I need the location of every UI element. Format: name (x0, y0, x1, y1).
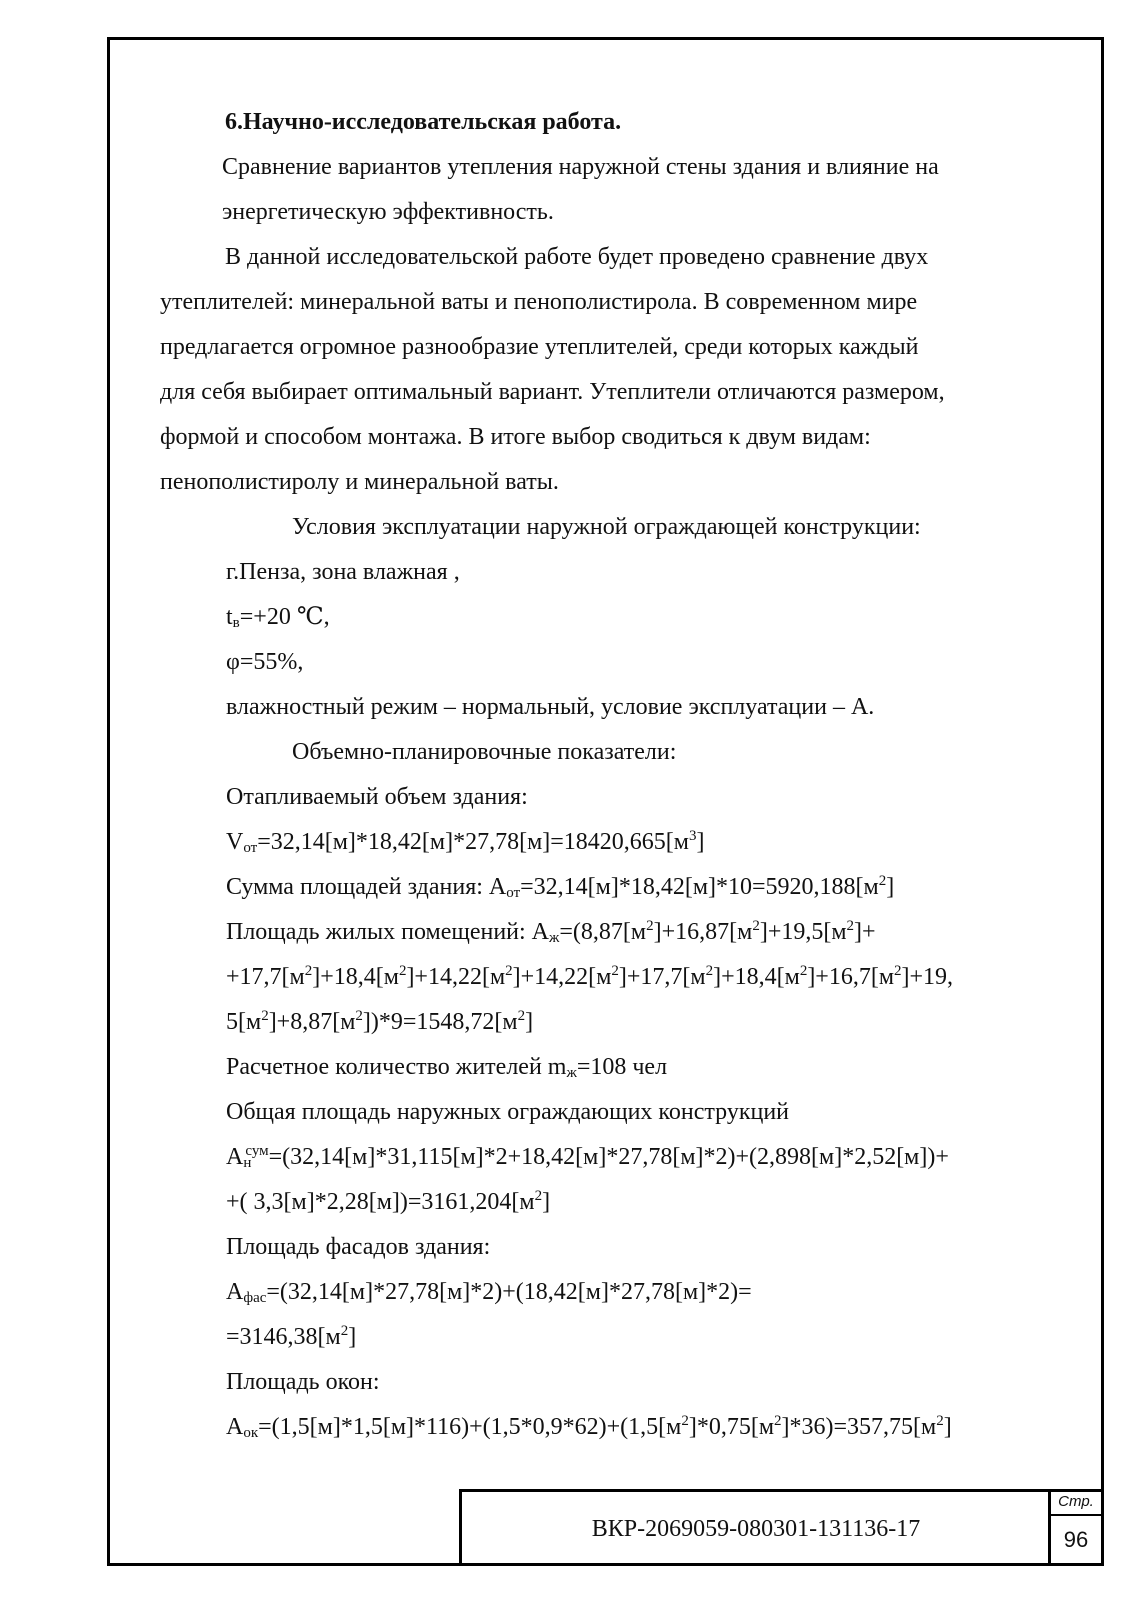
conditions-temperature: $t_в=+20$ ℃, (226, 604, 330, 631)
intro-line-1: В данной исследовательской работе будет проведено сравнение двух (225, 244, 929, 270)
conditions-mode: влажностный режим – нормальный, условие эксплуатации – А. (226, 694, 875, 720)
facade-line-2: $=3146,38[м^2]$ (226, 1323, 357, 1350)
intro-line-6: пенополистиролу и минеральной ваты. (160, 469, 559, 495)
area-sum-formula: Сумма площадей здания: $А_{от}=32,14[м]*18,42[м]*10=5920,188[м^2]$ (226, 873, 895, 901)
title-block-stamp (459, 1489, 1101, 1566)
facade-label: Площадь фасадов здания: (226, 1234, 491, 1260)
page-number-box (1048, 1489, 1101, 1566)
intro-line-2: утеплителей: минеральной ваты и пенополистирола. В современном мире (160, 289, 918, 315)
envelope-line-2: +( $3,3[м]*2,28[м])=3161,204[м^2]$ (226, 1188, 551, 1215)
volume-formula: $V_{от}=32,14[м]*18,42[м]*27,78[м]=18420,665[м^3]$ (226, 828, 705, 856)
windows-label: Площадь окон: (226, 1369, 380, 1395)
living-area-line-2: $+17,7[м^2]+18,4[м^2]+14,22[м^2]+14,22[м^2]+17,7[м^2]+18,4[м^2]+16,7[м^2]+19$, (226, 963, 954, 990)
document-code: ВКР-2069059-080301-131136-17 (591, 1515, 921, 1542)
subtitle-line-2: энергетическую эффективность. (222, 199, 554, 225)
windows-expr: $=(1,5[м]*1,5[м]*116)+(1,5*0,9*62)+(1,5[м^2]*0,75[м^2]*36)=357,75[м^2]$ (258, 1413, 952, 1440)
intro-line-4: для себя выбирает оптимальный вариант. Утеплители отличаются размером, (160, 379, 945, 405)
conditions-humidity: φ=55%, (226, 649, 304, 675)
indicators-title: Объемно-планировочные показатели: (292, 739, 677, 765)
conditions-title: Условия эксплуатации наружной ограждающей конструкции: (292, 514, 921, 540)
intro-line-5: формой и способом монтажа. В итоге выбор сводиться к двум видам: (160, 424, 871, 450)
page-number: 96 (1063, 1527, 1089, 1552)
envelope-line-1: $А_н^{сум}=(32,14[м]*31,115[м]*2+18,42[м]*27,78[м]*2)+(2,898[м]*2,52[м])+$ (226, 1143, 949, 1171)
conditions-city: г.Пенза, зона влажная , (226, 559, 460, 585)
section-heading: 6.Научно-исследовательская работа. (225, 109, 622, 135)
residents-line: Расчетное количество жителей $m_ж=108$ чел (226, 1054, 668, 1081)
subtitle-line-1: Сравнение вариантов утепления наружной стены здания и влияние на (222, 154, 939, 180)
living-area-line-3: $5[м^2]+8,87[м^2])*9=1548,72[м^2]$ (226, 1008, 534, 1035)
living-expr-1: $=(8,87[м^2]+16,87[м^2]+19,5[м^2]+$ (559, 918, 876, 945)
intro-line-3: предлагается огромное разнообразие утеплителей, среди которых каждый (160, 334, 919, 360)
page-label: Стр. (1051, 1489, 1101, 1516)
envelope-label: Общая площадь наружных ограждающих конструкций (226, 1099, 790, 1125)
windows-formula: $А_{ок}=(1,5[м]*1,5[м]*116)+(1,5*0,9*62)+(1,5[м^2]*0,75[м^2]*36)=357,75[м^2]$ (226, 1413, 952, 1441)
living-area-line-1: Площадь жилых помещений: $А_ж=(8,87[м^2]+16,87[м^2]+19,5[м^2]+$ (226, 918, 876, 946)
facade-line-1: $А_{фас}=(32,14[м]*27,78[м]*2)+(18,42[м]*27,78[м]*2)=$ (226, 1279, 752, 1306)
volume-label: Отапливаемый объем здания: (226, 784, 528, 810)
